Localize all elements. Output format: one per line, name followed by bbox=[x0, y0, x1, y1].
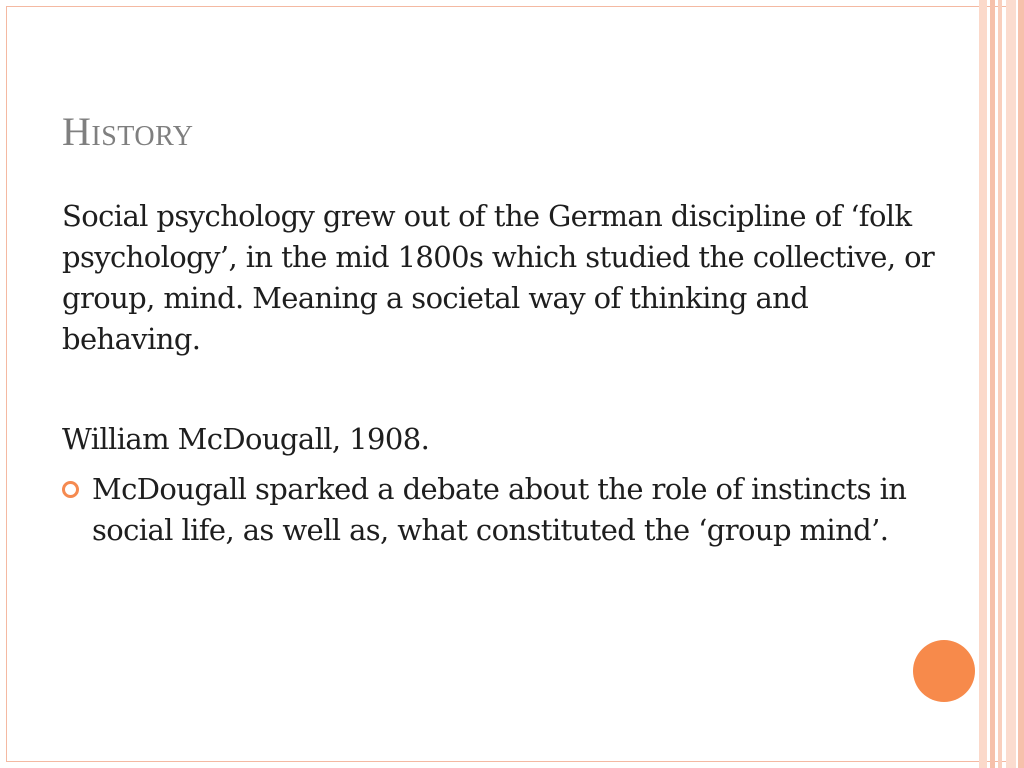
decorative-stripe bbox=[1018, 0, 1024, 768]
body-paragraph-mcdougall: William McDougall, 1908. bbox=[62, 422, 430, 456]
body-paragraph-folk-psychology: Social psychology grew out of the German discipline of ‘folk psychology’, in the mid 1800s which studied the collective, or group, mind. Meaning a societal way of thinking and behaving. bbox=[62, 199, 935, 356]
decorative-stripe bbox=[998, 0, 1002, 768]
decorative-stripe bbox=[979, 0, 987, 768]
decorative-orange-circle bbox=[913, 640, 975, 702]
bullet-text: McDougall sparked a debate about the role of instincts in social life, as well as, what constituted the ‘group mind’. bbox=[92, 472, 907, 547]
decorative-stripe bbox=[1006, 0, 1016, 768]
decorative-stripe bbox=[990, 0, 995, 768]
slide-title: History bbox=[62, 109, 194, 154]
bullet-ring-icon bbox=[62, 481, 79, 498]
